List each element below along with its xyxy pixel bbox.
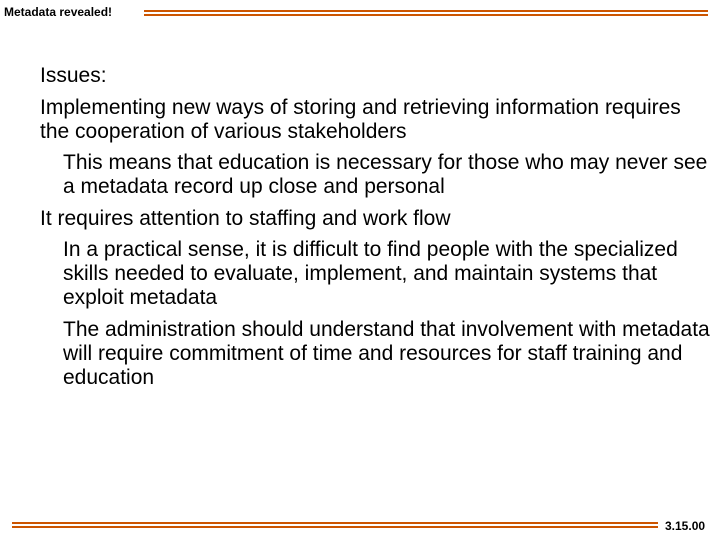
subpoint-skills: In a practical sense, it is difficult to find people with the specialized skills needed to evaluate, implement, and maintain systems that exploit metadata — [63, 238, 678, 309]
slide-body — [40, 64, 710, 398]
slide-header-title: Metadata revealed! — [4, 5, 113, 19]
footer-rule — [12, 522, 658, 528]
point-stakeholders: Implementing new ways of storing and retrieving information requires the cooperation of various stakeholders — [40, 96, 681, 143]
subpoint-education: This means that education is necessary for those who may never see a metadata record up close and personal — [63, 151, 708, 198]
subpoint-administration: The administration should understand that involvement with metadata will require commitment of time and resources for staff training and education — [63, 318, 710, 389]
point-staffing: It requires attention to staffing and work flow — [40, 207, 451, 230]
issues-label: Issues: — [40, 64, 107, 87]
header-rule — [144, 10, 708, 16]
slide-number: 3.15.00 — [665, 519, 706, 533]
